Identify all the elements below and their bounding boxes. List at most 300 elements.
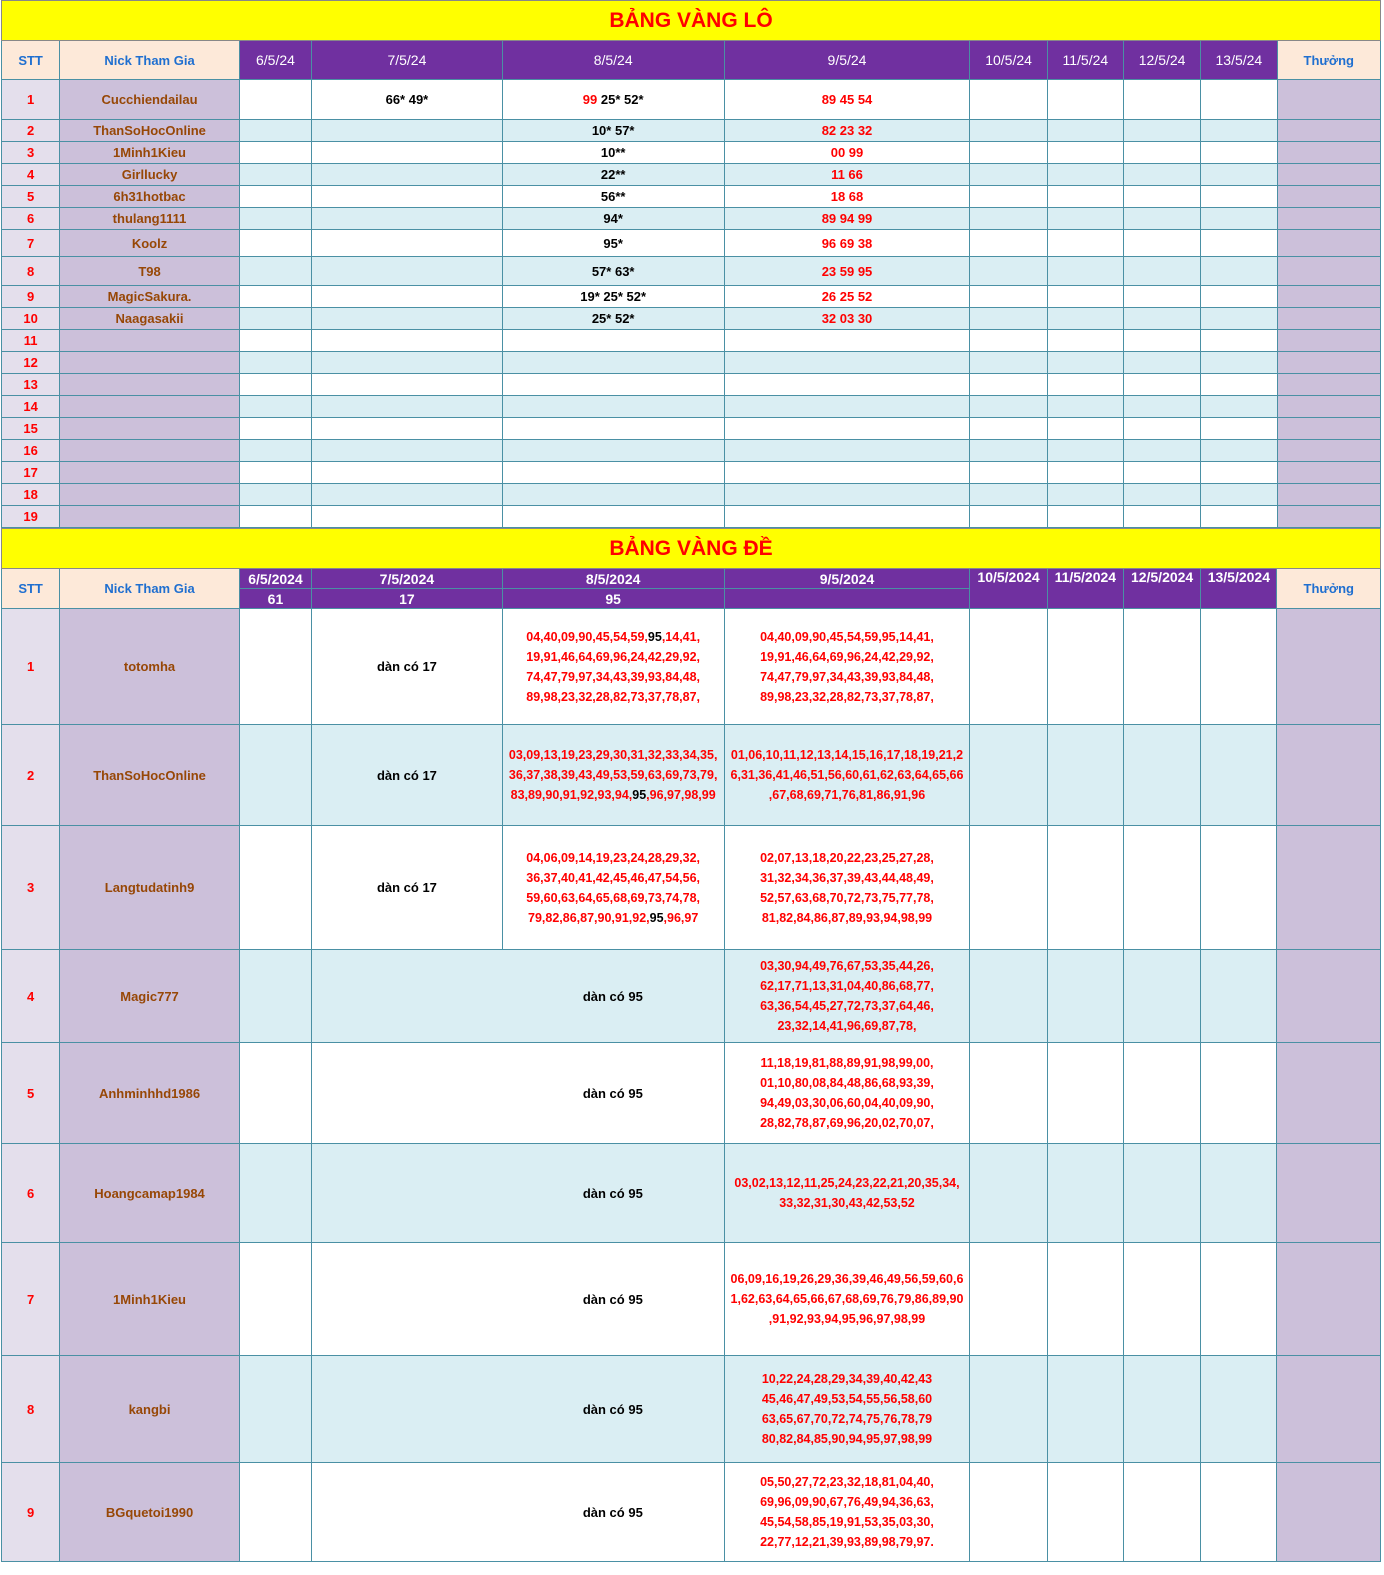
lo-cell-empty bbox=[970, 440, 1047, 462]
lo-header-stt: STT bbox=[2, 41, 60, 80]
de-cell-6-5 bbox=[239, 1043, 311, 1144]
de-nick-cell: 1Minh1Kieu bbox=[60, 1243, 240, 1356]
lo-bonus-cell bbox=[1277, 230, 1381, 257]
lo-cell-7-5: 66* 49* bbox=[312, 80, 503, 120]
lo-cell-empty bbox=[970, 418, 1047, 440]
lo-row bbox=[2, 330, 1381, 352]
de-cell-8-5 bbox=[502, 826, 724, 950]
lo-nick-cell bbox=[60, 352, 240, 374]
de-cell-9-5: 03,30,94,49,76,67,53,35,44,26, 62,17,71,13,31,04,40,86,68,77, 63,36,54,45,27,72,73,37,64,46, 23,32,14,41,96,69,87,78, bbox=[724, 950, 970, 1043]
de-cell-empty bbox=[1201, 1243, 1277, 1356]
de-header-date: 8/5/2024 bbox=[502, 569, 724, 589]
lo-cell-8-5 bbox=[502, 418, 724, 440]
lo-row bbox=[2, 208, 1381, 230]
lo-bonus-cell bbox=[1277, 120, 1381, 142]
lo-pick-text: 25* 52* bbox=[591, 311, 635, 326]
de-cell-empty bbox=[1201, 609, 1277, 725]
lo-header-date: 9/5/24 bbox=[724, 41, 970, 80]
lo-header-date: 7/5/24 bbox=[312, 41, 503, 80]
lo-cell-empty bbox=[970, 164, 1047, 186]
lo-bonus-cell bbox=[1277, 440, 1381, 462]
lo-row bbox=[2, 396, 1381, 418]
de-bonus-cell bbox=[1277, 609, 1381, 725]
lo-header-nick: Nick Tham Gia bbox=[60, 41, 240, 80]
de-cell-6-5 bbox=[239, 1463, 311, 1562]
de-cell-9-5: 10,22,24,28,29,34,39,40,42,43 45,46,47,49,53,54,55,56,58,60 63,65,67,70,72,74,75,76,78,79 80,82,84,85,90,94,95,97,98,99 bbox=[724, 1356, 970, 1463]
lo-pick-text: 95* bbox=[603, 235, 623, 251]
de-cell-empty bbox=[1047, 950, 1123, 1043]
lo-cell-empty bbox=[970, 80, 1047, 120]
lo-cell-8-5 bbox=[502, 308, 724, 330]
lo-cell-7-5 bbox=[312, 462, 503, 484]
de-title: BẢNG VÀNG ĐỀ bbox=[2, 529, 1381, 569]
de-cell-empty bbox=[1123, 1144, 1200, 1243]
de-pick-text: ,96,97,98,99 bbox=[646, 788, 716, 802]
lo-cell-6-5 bbox=[239, 374, 311, 396]
lo-nick-cell bbox=[60, 418, 240, 440]
lo-row bbox=[2, 462, 1381, 484]
lo-table bbox=[1, 0, 1381, 528]
lo-stt-cell: 9 bbox=[2, 286, 60, 308]
lo-cell-empty bbox=[1201, 462, 1277, 484]
de-cell-empty bbox=[970, 1463, 1047, 1562]
lo-cell-8-5 bbox=[502, 374, 724, 396]
de-cell-6-5 bbox=[239, 826, 311, 950]
lo-row bbox=[2, 484, 1381, 506]
lo-nick-cell bbox=[60, 462, 240, 484]
de-cell-7-8-merged: dàn có 95 bbox=[312, 1463, 724, 1562]
de-cell-empty bbox=[1201, 950, 1277, 1043]
lo-cell-empty bbox=[1201, 286, 1277, 308]
lo-cell-empty bbox=[1047, 352, 1123, 374]
lo-cell-7-5 bbox=[312, 286, 503, 308]
de-row bbox=[2, 1144, 1381, 1243]
de-cell-7-5: dàn có 17 bbox=[312, 725, 503, 826]
lo-nick-cell bbox=[60, 374, 240, 396]
lo-stt-cell: 4 bbox=[2, 164, 60, 186]
de-row bbox=[2, 609, 1381, 725]
de-cell-6-5 bbox=[239, 725, 311, 826]
lo-row bbox=[2, 506, 1381, 528]
de-cell-empty bbox=[970, 609, 1047, 725]
lo-cell-6-5 bbox=[239, 230, 311, 257]
de-pick-text: ,96,97 bbox=[663, 910, 699, 925]
lo-nick-cell: Koolz bbox=[60, 230, 240, 257]
lo-row bbox=[2, 186, 1381, 208]
lo-pick-text: 19* 25* 52* bbox=[580, 289, 647, 304]
lo-nick-cell: Naagasakii bbox=[60, 308, 240, 330]
lo-cell-9-5 bbox=[724, 462, 970, 484]
lo-cell-8-5 bbox=[502, 186, 724, 208]
de-cell-empty bbox=[1123, 609, 1200, 725]
lo-cell-6-5 bbox=[239, 396, 311, 418]
lo-cell-empty bbox=[970, 142, 1047, 164]
lo-cell-empty bbox=[970, 286, 1047, 308]
lo-stt-cell: 5 bbox=[2, 186, 60, 208]
lo-cell-9-5: 26 25 52 bbox=[724, 286, 970, 308]
lo-bonus-cell bbox=[1277, 142, 1381, 164]
lo-bonus-cell bbox=[1277, 186, 1381, 208]
lo-cell-empty bbox=[1047, 230, 1123, 257]
de-header-nick: Nick Tham Gia bbox=[60, 569, 240, 609]
lo-header-date: 11/5/24 bbox=[1047, 41, 1123, 80]
lo-cell-empty bbox=[1123, 308, 1200, 330]
de-cell-empty bbox=[970, 950, 1047, 1043]
de-bonus-cell bbox=[1277, 725, 1381, 826]
lo-header-bonus: Thưởng bbox=[1277, 41, 1381, 80]
lo-cell-empty bbox=[1123, 462, 1200, 484]
de-row bbox=[2, 950, 1381, 1043]
lo-cell-8-5 bbox=[502, 230, 724, 257]
lo-cell-6-5 bbox=[239, 208, 311, 230]
lo-pick-text: 25* 52* bbox=[597, 92, 644, 107]
de-bonus-cell bbox=[1277, 826, 1381, 950]
de-cell-7-8-merged: dàn có 95 bbox=[312, 1043, 724, 1144]
lo-row bbox=[2, 352, 1381, 374]
lo-stt-cell: 6 bbox=[2, 208, 60, 230]
de-stt-cell: 6 bbox=[2, 1144, 60, 1243]
de-cell-empty bbox=[1047, 1144, 1123, 1243]
de-cell-9-5: 01,06,10,11,12,13,14,15,16,17,18,19,21,2 6,31,36,41,46,51,56,60,61,62,63,64,65,66 ,67,68,69,71,76,81,86,91,96 bbox=[724, 725, 970, 826]
lo-bonus-cell bbox=[1277, 484, 1381, 506]
lo-cell-empty bbox=[1047, 164, 1123, 186]
lo-header-date: 13/5/24 bbox=[1201, 41, 1277, 80]
de-cell-empty bbox=[1047, 826, 1123, 950]
de-bonus-cell bbox=[1277, 1043, 1381, 1144]
lo-hit-number: 99 bbox=[582, 92, 598, 107]
de-result bbox=[724, 589, 970, 609]
de-cell-9-5: 06,09,16,19,26,29,36,39,46,49,56,59,60,6 1,62,63,64,65,66,67,68,69,76,79,86,89,90 ,91,92,93,94,95,96,97,98,99 bbox=[724, 1243, 970, 1356]
lo-pick-text: 56** bbox=[600, 189, 626, 204]
de-cell-6-5 bbox=[239, 1356, 311, 1463]
lo-cell-7-5 bbox=[312, 374, 503, 396]
de-cell-7-8-merged: dàn có 95 bbox=[312, 950, 724, 1043]
lo-cell-9-5 bbox=[724, 396, 970, 418]
lo-cell-9-5 bbox=[724, 484, 970, 506]
de-bonus-cell bbox=[1277, 1243, 1381, 1356]
lo-cell-empty bbox=[1201, 506, 1277, 528]
lo-cell-empty bbox=[1201, 142, 1277, 164]
lo-cell-empty bbox=[1123, 330, 1200, 352]
de-cell-7-8-merged: dàn có 95 bbox=[312, 1144, 724, 1243]
lo-cell-7-5 bbox=[312, 330, 503, 352]
lo-cell-empty bbox=[1047, 208, 1123, 230]
lo-cell-empty bbox=[970, 186, 1047, 208]
de-cell-empty bbox=[970, 1144, 1047, 1243]
de-cell-empty bbox=[1201, 1356, 1277, 1463]
lo-cell-empty bbox=[1201, 418, 1277, 440]
de-row bbox=[2, 1043, 1381, 1144]
de-nick-cell: Langtudatinh9 bbox=[60, 826, 240, 950]
lo-cell-6-5 bbox=[239, 308, 311, 330]
lo-row bbox=[2, 80, 1381, 120]
lo-cell-empty bbox=[1201, 230, 1277, 257]
lo-cell-6-5 bbox=[239, 418, 311, 440]
lo-cell-6-5 bbox=[239, 120, 311, 142]
de-cell-empty bbox=[970, 1243, 1047, 1356]
lo-cell-empty bbox=[970, 374, 1047, 396]
lo-cell-8-5 bbox=[502, 286, 724, 308]
de-cell-9-5: 04,40,09,90,45,54,59,95,14,41, 19,91,46,64,69,96,24,42,29,92, 74,47,79,97,34,43,39,93,84,48, 89,98,23,32,28,82,73,37,78,87, bbox=[724, 609, 970, 725]
de-stt-cell: 8 bbox=[2, 1356, 60, 1463]
de-row bbox=[2, 1356, 1381, 1463]
lo-cell-empty bbox=[1201, 208, 1277, 230]
lo-cell-9-5 bbox=[724, 352, 970, 374]
de-result: 17 bbox=[312, 589, 503, 609]
lo-bonus-cell bbox=[1277, 418, 1381, 440]
lo-cell-empty bbox=[1123, 142, 1200, 164]
lo-nick-cell: thulang1111 bbox=[60, 208, 240, 230]
lo-cell-6-5 bbox=[239, 440, 311, 462]
lo-cell-6-5 bbox=[239, 352, 311, 374]
lo-cell-7-5 bbox=[312, 257, 503, 286]
lo-cell-empty bbox=[1047, 308, 1123, 330]
lo-cell-8-5 bbox=[502, 484, 724, 506]
lo-pick-text: 10* 57* bbox=[591, 123, 635, 138]
lo-row bbox=[2, 418, 1381, 440]
lo-bonus-cell bbox=[1277, 330, 1381, 352]
de-header-date: 10/5/2024 bbox=[970, 569, 1047, 609]
lo-cell-empty bbox=[1047, 142, 1123, 164]
de-hit-number: 95 bbox=[647, 629, 662, 644]
de-cell-6-5 bbox=[239, 950, 311, 1043]
lo-pick-text: 22** bbox=[600, 167, 626, 182]
lo-cell-empty bbox=[1123, 164, 1200, 186]
de-cell-empty bbox=[1201, 826, 1277, 950]
lo-cell-7-5 bbox=[312, 230, 503, 257]
lo-header-date: 6/5/24 bbox=[239, 41, 311, 80]
de-stt-cell: 7 bbox=[2, 1243, 60, 1356]
lo-cell-empty bbox=[1047, 418, 1123, 440]
lo-cell-9-5: 32 03 30 bbox=[724, 308, 970, 330]
lo-cell-empty bbox=[1201, 164, 1277, 186]
lo-cell-6-5 bbox=[239, 330, 311, 352]
lo-cell-empty bbox=[1047, 396, 1123, 418]
lo-cell-8-5 bbox=[502, 462, 724, 484]
de-result: 61 bbox=[239, 589, 311, 609]
lo-cell-9-5: 82 23 32 bbox=[724, 120, 970, 142]
lo-row bbox=[2, 230, 1381, 257]
lo-stt-cell: 1 bbox=[2, 80, 60, 120]
lo-cell-7-5 bbox=[312, 352, 503, 374]
de-header-date: 11/5/2024 bbox=[1047, 569, 1123, 609]
de-row bbox=[2, 725, 1381, 826]
lo-row bbox=[2, 308, 1381, 330]
de-cell-empty bbox=[970, 1356, 1047, 1463]
lo-bonus-cell bbox=[1277, 286, 1381, 308]
lo-bonus-cell bbox=[1277, 462, 1381, 484]
de-stt-cell: 9 bbox=[2, 1463, 60, 1562]
de-nick-cell: Anhminhhd1986 bbox=[60, 1043, 240, 1144]
de-cell-7-8-merged: dàn có 95 bbox=[312, 1356, 724, 1463]
lo-nick-cell: Cucchiendailau bbox=[60, 80, 240, 120]
lo-cell-empty bbox=[1047, 120, 1123, 142]
lo-stt-cell: 8 bbox=[2, 257, 60, 286]
de-cell-empty bbox=[970, 1043, 1047, 1144]
lo-cell-empty bbox=[970, 208, 1047, 230]
de-cell-empty bbox=[970, 725, 1047, 826]
lo-cell-empty bbox=[970, 330, 1047, 352]
lo-cell-empty bbox=[1047, 286, 1123, 308]
de-cell-empty bbox=[1123, 1356, 1200, 1463]
de-cell-8-5 bbox=[502, 609, 724, 725]
de-bonus-cell bbox=[1277, 1144, 1381, 1243]
lo-cell-empty bbox=[1047, 462, 1123, 484]
de-cell-empty bbox=[1201, 1043, 1277, 1144]
lo-cell-empty bbox=[1201, 396, 1277, 418]
lo-cell-9-5 bbox=[724, 374, 970, 396]
de-cell-6-5 bbox=[239, 1144, 311, 1243]
de-header-bonus: Thưởng bbox=[1277, 569, 1381, 609]
lo-stt-cell: 11 bbox=[2, 330, 60, 352]
lo-cell-empty bbox=[1123, 396, 1200, 418]
de-bonus-cell bbox=[1277, 1463, 1381, 1562]
lo-bonus-cell bbox=[1277, 308, 1381, 330]
lo-bonus-cell bbox=[1277, 80, 1381, 120]
lo-cell-empty bbox=[1123, 257, 1200, 286]
lo-cell-empty bbox=[1123, 230, 1200, 257]
lo-cell-7-5 bbox=[312, 142, 503, 164]
lo-bonus-cell bbox=[1277, 257, 1381, 286]
lo-cell-6-5 bbox=[239, 164, 311, 186]
de-table bbox=[1, 528, 1381, 1562]
lo-cell-empty bbox=[970, 230, 1047, 257]
lo-cell-empty bbox=[1201, 352, 1277, 374]
lo-cell-9-5: 89 45 54 bbox=[724, 80, 970, 120]
de-header-stt: STT bbox=[2, 569, 60, 609]
lo-stt-cell: 15 bbox=[2, 418, 60, 440]
lo-cell-8-5 bbox=[502, 352, 724, 374]
lo-pick-text: 94* bbox=[603, 211, 623, 226]
de-cell-8-5 bbox=[502, 725, 724, 826]
lo-cell-empty bbox=[1123, 440, 1200, 462]
lo-cell-8-5 bbox=[502, 506, 724, 528]
lo-cell-empty bbox=[1123, 418, 1200, 440]
lo-cell-9-5 bbox=[724, 440, 970, 462]
de-nick-cell: Magic777 bbox=[60, 950, 240, 1043]
de-nick-cell: kangbi bbox=[60, 1356, 240, 1463]
de-result: 95 bbox=[502, 589, 724, 609]
lo-cell-8-5 bbox=[502, 142, 724, 164]
de-cell-empty bbox=[970, 826, 1047, 950]
lo-cell-6-5 bbox=[239, 186, 311, 208]
lo-cell-6-5 bbox=[239, 257, 311, 286]
lo-cell-empty bbox=[1047, 440, 1123, 462]
de-pick-text: ,14,41, 19,91,46,64,69,96,24,42,29,92, 74,47,79,97,34,43,39,93,84,48, 89,98,23,32,28,82,73,37,78,87, bbox=[526, 629, 701, 704]
de-row bbox=[2, 1243, 1381, 1356]
de-cell-empty bbox=[1047, 1243, 1123, 1356]
de-stt-cell: 1 bbox=[2, 609, 60, 725]
lo-cell-8-5 bbox=[502, 208, 724, 230]
lo-cell-7-5 bbox=[312, 186, 503, 208]
lo-bonus-cell bbox=[1277, 352, 1381, 374]
lo-nick-cell: ThanSoHocOnline bbox=[60, 120, 240, 142]
lo-cell-empty bbox=[1201, 186, 1277, 208]
lo-cell-empty bbox=[1123, 484, 1200, 506]
lo-stt-cell: 12 bbox=[2, 352, 60, 374]
de-cell-empty bbox=[1047, 725, 1123, 826]
lo-cell-8-5 bbox=[502, 257, 724, 286]
lo-bonus-cell bbox=[1277, 396, 1381, 418]
lo-cell-empty bbox=[1201, 330, 1277, 352]
de-cell-empty bbox=[1123, 1243, 1200, 1356]
de-cell-7-5: dàn có 17 bbox=[312, 609, 503, 725]
de-cell-empty bbox=[1201, 1144, 1277, 1243]
de-cell-empty bbox=[1201, 1463, 1277, 1562]
lo-cell-7-5 bbox=[312, 120, 503, 142]
de-cell-9-5: 03,02,13,12,11,25,24,23,22,21,20,35,34, 33,32,31,30,43,42,53,52 bbox=[724, 1144, 970, 1243]
lo-cell-empty bbox=[970, 484, 1047, 506]
lo-cell-empty bbox=[1123, 286, 1200, 308]
lo-cell-8-5 bbox=[502, 396, 724, 418]
lo-cell-8-5 bbox=[502, 330, 724, 352]
lo-cell-empty bbox=[970, 120, 1047, 142]
lo-cell-8-5 bbox=[502, 164, 724, 186]
de-header-date: 6/5/2024 bbox=[239, 569, 311, 589]
lo-cell-empty bbox=[1123, 120, 1200, 142]
lo-cell-empty bbox=[1047, 186, 1123, 208]
de-cell-empty bbox=[1047, 1356, 1123, 1463]
lo-cell-7-5 bbox=[312, 418, 503, 440]
lo-stt-cell: 19 bbox=[2, 506, 60, 528]
lo-row bbox=[2, 440, 1381, 462]
lo-nick-cell bbox=[60, 506, 240, 528]
de-stt-cell: 5 bbox=[2, 1043, 60, 1144]
lo-bonus-cell bbox=[1277, 164, 1381, 186]
lo-nick-cell: T98 bbox=[60, 257, 240, 286]
de-cell-empty bbox=[1123, 725, 1200, 826]
lo-title: BẢNG VÀNG LÔ bbox=[2, 1, 1381, 41]
lo-row bbox=[2, 120, 1381, 142]
lo-cell-empty bbox=[1123, 80, 1200, 120]
lo-cell-empty bbox=[970, 462, 1047, 484]
lo-row bbox=[2, 142, 1381, 164]
lo-cell-empty bbox=[1201, 80, 1277, 120]
de-row bbox=[2, 1463, 1381, 1562]
de-cell-empty bbox=[1047, 1463, 1123, 1562]
lo-bonus-cell bbox=[1277, 506, 1381, 528]
lo-cell-empty bbox=[1047, 374, 1123, 396]
de-cell-7-8-merged: dàn có 95 bbox=[312, 1243, 724, 1356]
lo-cell-empty bbox=[970, 308, 1047, 330]
lo-cell-8-5 bbox=[502, 440, 724, 462]
lo-header-date: 10/5/24 bbox=[970, 41, 1047, 80]
lo-cell-empty bbox=[1047, 506, 1123, 528]
lo-cell-9-5: 96 69 38 bbox=[724, 230, 970, 257]
lo-cell-7-5 bbox=[312, 208, 503, 230]
lo-cell-7-5 bbox=[312, 506, 503, 528]
de-nick-cell: ThanSoHocOnline bbox=[60, 725, 240, 826]
lo-cell-6-5 bbox=[239, 462, 311, 484]
lo-nick-cell: MagicSakura. bbox=[60, 286, 240, 308]
lo-cell-empty bbox=[970, 506, 1047, 528]
lo-stt-cell: 2 bbox=[2, 120, 60, 142]
lo-cell-empty bbox=[1201, 308, 1277, 330]
lo-row bbox=[2, 374, 1381, 396]
lo-cell-empty bbox=[1201, 257, 1277, 286]
lo-bonus-cell bbox=[1277, 374, 1381, 396]
lo-pick-text: 57* 63* bbox=[591, 263, 635, 279]
lo-stt-cell: 13 bbox=[2, 374, 60, 396]
de-hit-number: 95 bbox=[649, 910, 664, 925]
de-cell-6-5 bbox=[239, 609, 311, 725]
lo-cell-empty bbox=[1047, 257, 1123, 286]
lo-header-date: 12/5/24 bbox=[1123, 41, 1200, 80]
lo-row bbox=[2, 164, 1381, 186]
lo-bonus-cell bbox=[1277, 208, 1381, 230]
de-cell-empty bbox=[1123, 826, 1200, 950]
de-bonus-cell bbox=[1277, 950, 1381, 1043]
